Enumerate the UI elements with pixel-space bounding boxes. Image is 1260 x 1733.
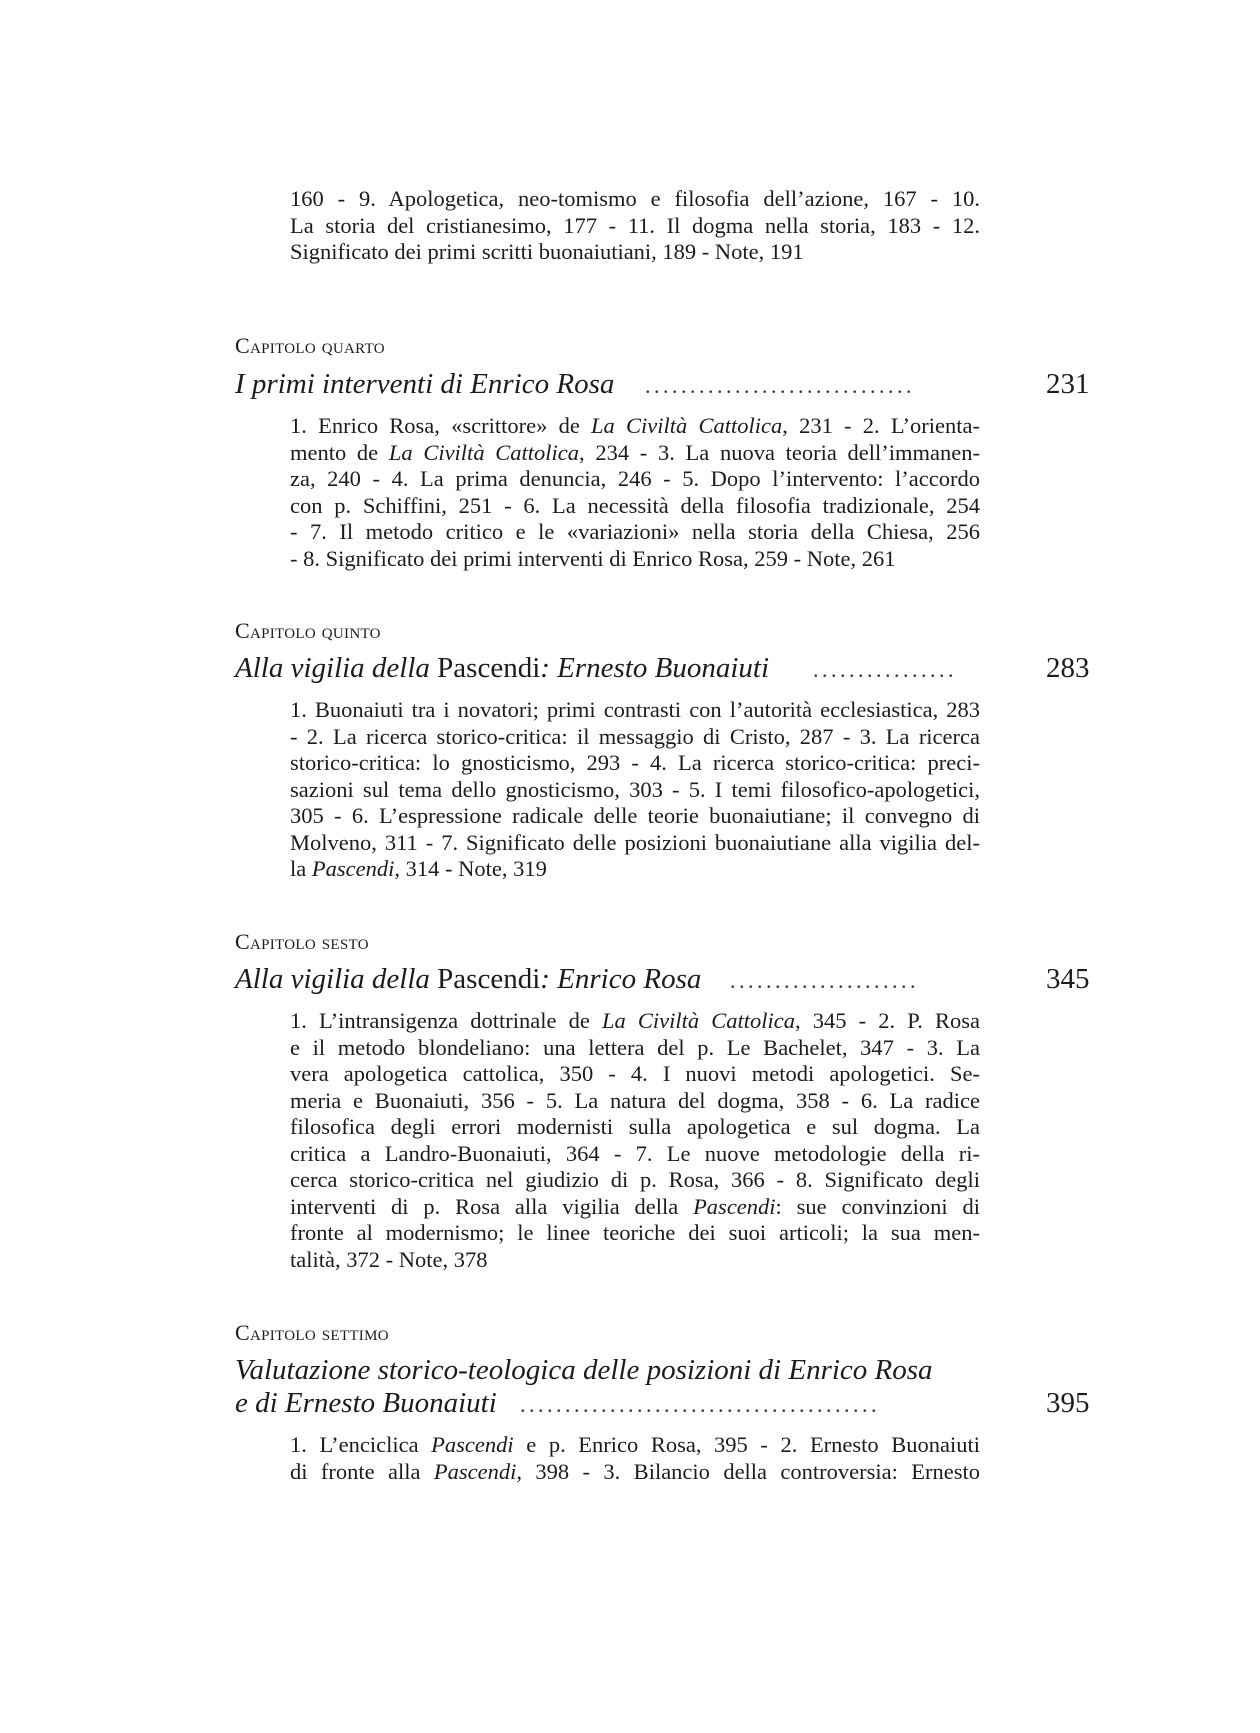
summary-line: - 2. La ricerca storico-critica: il messaggio di Cristo, 287 - 3. La ricerca — [290, 723, 980, 749]
summary-line: di fronte alla Pascendi, 398 - 3. Bilancio della controversia: Ernesto — [290, 1458, 980, 1484]
summary-line: vera apologetica cattolica, 350 - 4. I nuovi metodi apologetici. Se- — [290, 1061, 980, 1086]
chapter-summary — [290, 1432, 980, 1485]
summary-line: 1. Enrico Rosa, «scrittore» de La Civiltà Cattolica, 231 - 2. L’orienta- — [290, 413, 980, 438]
page-number: 283 — [1046, 652, 1090, 684]
chapter-title: Alla vigilia della Pascendi: Enrico Rosa — [235, 963, 702, 995]
chapter-title-row — [235, 367, 1085, 401]
summary-line: interventi di p. Rosa alla vigilia della Pascendi: sue convinzioni di — [290, 1193, 980, 1219]
chapter-title-row — [235, 1353, 1085, 1387]
chapter-summary — [290, 697, 980, 883]
summary-line: talità, 372 - Note, 378 — [290, 1246, 488, 1272]
summary-line: 160 - 9. Apologetica, neo-tomismo e filosofia dell’azione, 167 - 10. — [290, 186, 980, 211]
summary-line: Molveno, 311 - 7. Significato delle posizioni buonaiutiane alla vigilia del- — [290, 829, 980, 855]
summary-line: La storia del cristianesimo, 177 - 11. Il dogma nella storia, 183 - 12. — [290, 212, 980, 238]
chapter-title-row — [235, 962, 1085, 996]
summary-line: sazioni sul tema dello gnosticismo, 303 - 5. I temi filosofico-apologetici, — [290, 776, 980, 802]
chapter-label: Capitolo quarto — [235, 333, 385, 358]
summary-line: Significato dei primi scritti buonaiutiani, 189 - Note, 191 — [290, 239, 804, 264]
page-number: 395 — [1046, 1387, 1090, 1419]
summary-line: e il metodo blondeliano: una lettera del p. Le Bachelet, 347 - 3. La — [290, 1034, 980, 1060]
summary-line: storico-critica: lo gnosticismo, 293 - 4. La ricerca storico-critica: preci- — [290, 750, 980, 775]
chapter-title-row — [235, 1386, 1085, 1420]
chapter-label: Capitolo quinto — [235, 618, 381, 643]
chapter-label: Capitolo sesto — [235, 929, 369, 954]
chapter-title-row — [235, 651, 1085, 685]
summary-line: filosofica degli errori modernisti sulla apologetica e sul dogma. La — [290, 1114, 980, 1139]
chapter-summary — [290, 413, 980, 572]
chapter-title-cont: e di Ernesto Buonaiuti — [235, 1387, 497, 1419]
summary-line: 305 - 6. L’espressione radicale delle teorie buonaiutiane; il convegno di — [290, 803, 980, 828]
dot-leader: ................ — [813, 657, 957, 682]
summary-line: cerca storico-critica nel giudizio di p. Rosa, 366 - 8. Significato degli — [290, 1167, 980, 1192]
summary-line: con p. Schiffini, 251 - 6. La necessità della filosofia tradizionale, 254 — [290, 492, 980, 518]
summary-line: - 7. Il metodo critico e le «variazioni» nella storia della Chiesa, 256 — [290, 519, 980, 544]
page-number: 231 — [1046, 368, 1090, 400]
summary-line: 1. Buonaiuti tra i novatori; primi contrasti con l’autorità ecclesiastica, 283 — [290, 697, 980, 722]
summary-line: la Pascendi, 314 - Note, 319 — [290, 856, 547, 881]
chapter-label: Capitolo settimo — [235, 1320, 389, 1345]
summary-line: 1. L’intransigenza dottrinale de La Civiltà Cattolica, 345 - 2. P. Rosa — [290, 1008, 980, 1033]
summary-line: fronte al modernismo; le linee teoriche dei suoi articoli; la sua men- — [290, 1220, 980, 1245]
dot-leader: .............................. — [645, 373, 915, 398]
intro-summary — [290, 186, 980, 266]
page-number: 345 — [1046, 963, 1090, 995]
summary-line: mento de La Civiltà Cattolica, 234 - 3. La nuova teoria dell’immanen- — [290, 439, 980, 465]
summary-line: - 8. Significato dei primi interventi di Enrico Rosa, 259 - Note, 261 — [290, 545, 896, 571]
summary-line: 1. L’enciclica Pascendi e p. Enrico Rosa, 395 - 2. Ernesto Buonaiuti — [290, 1432, 980, 1457]
dot-leader: ........................................ — [520, 1392, 880, 1417]
summary-line: za, 240 - 4. La prima denuncia, 246 - 5. Dopo l’intervento: l’accordo — [290, 466, 980, 491]
chapter-title: I primi interventi di Enrico Rosa — [235, 368, 615, 400]
summary-line: meria e Buonaiuti, 356 - 5. La natura del dogma, 358 - 6. La radice — [290, 1087, 980, 1113]
chapter-title: Alla vigilia della Pascendi: Ernesto Buonaiuti — [235, 652, 770, 684]
chapter-summary — [290, 1008, 980, 1273]
summary-line: critica a Landro-Buonaiuti, 364 - 7. Le nuove metodologie della ri- — [290, 1140, 980, 1166]
dot-leader: ..................... — [730, 968, 919, 993]
chapter-title: Valutazione storico-teologica delle posizioni di Enrico Rosa — [235, 1354, 933, 1386]
